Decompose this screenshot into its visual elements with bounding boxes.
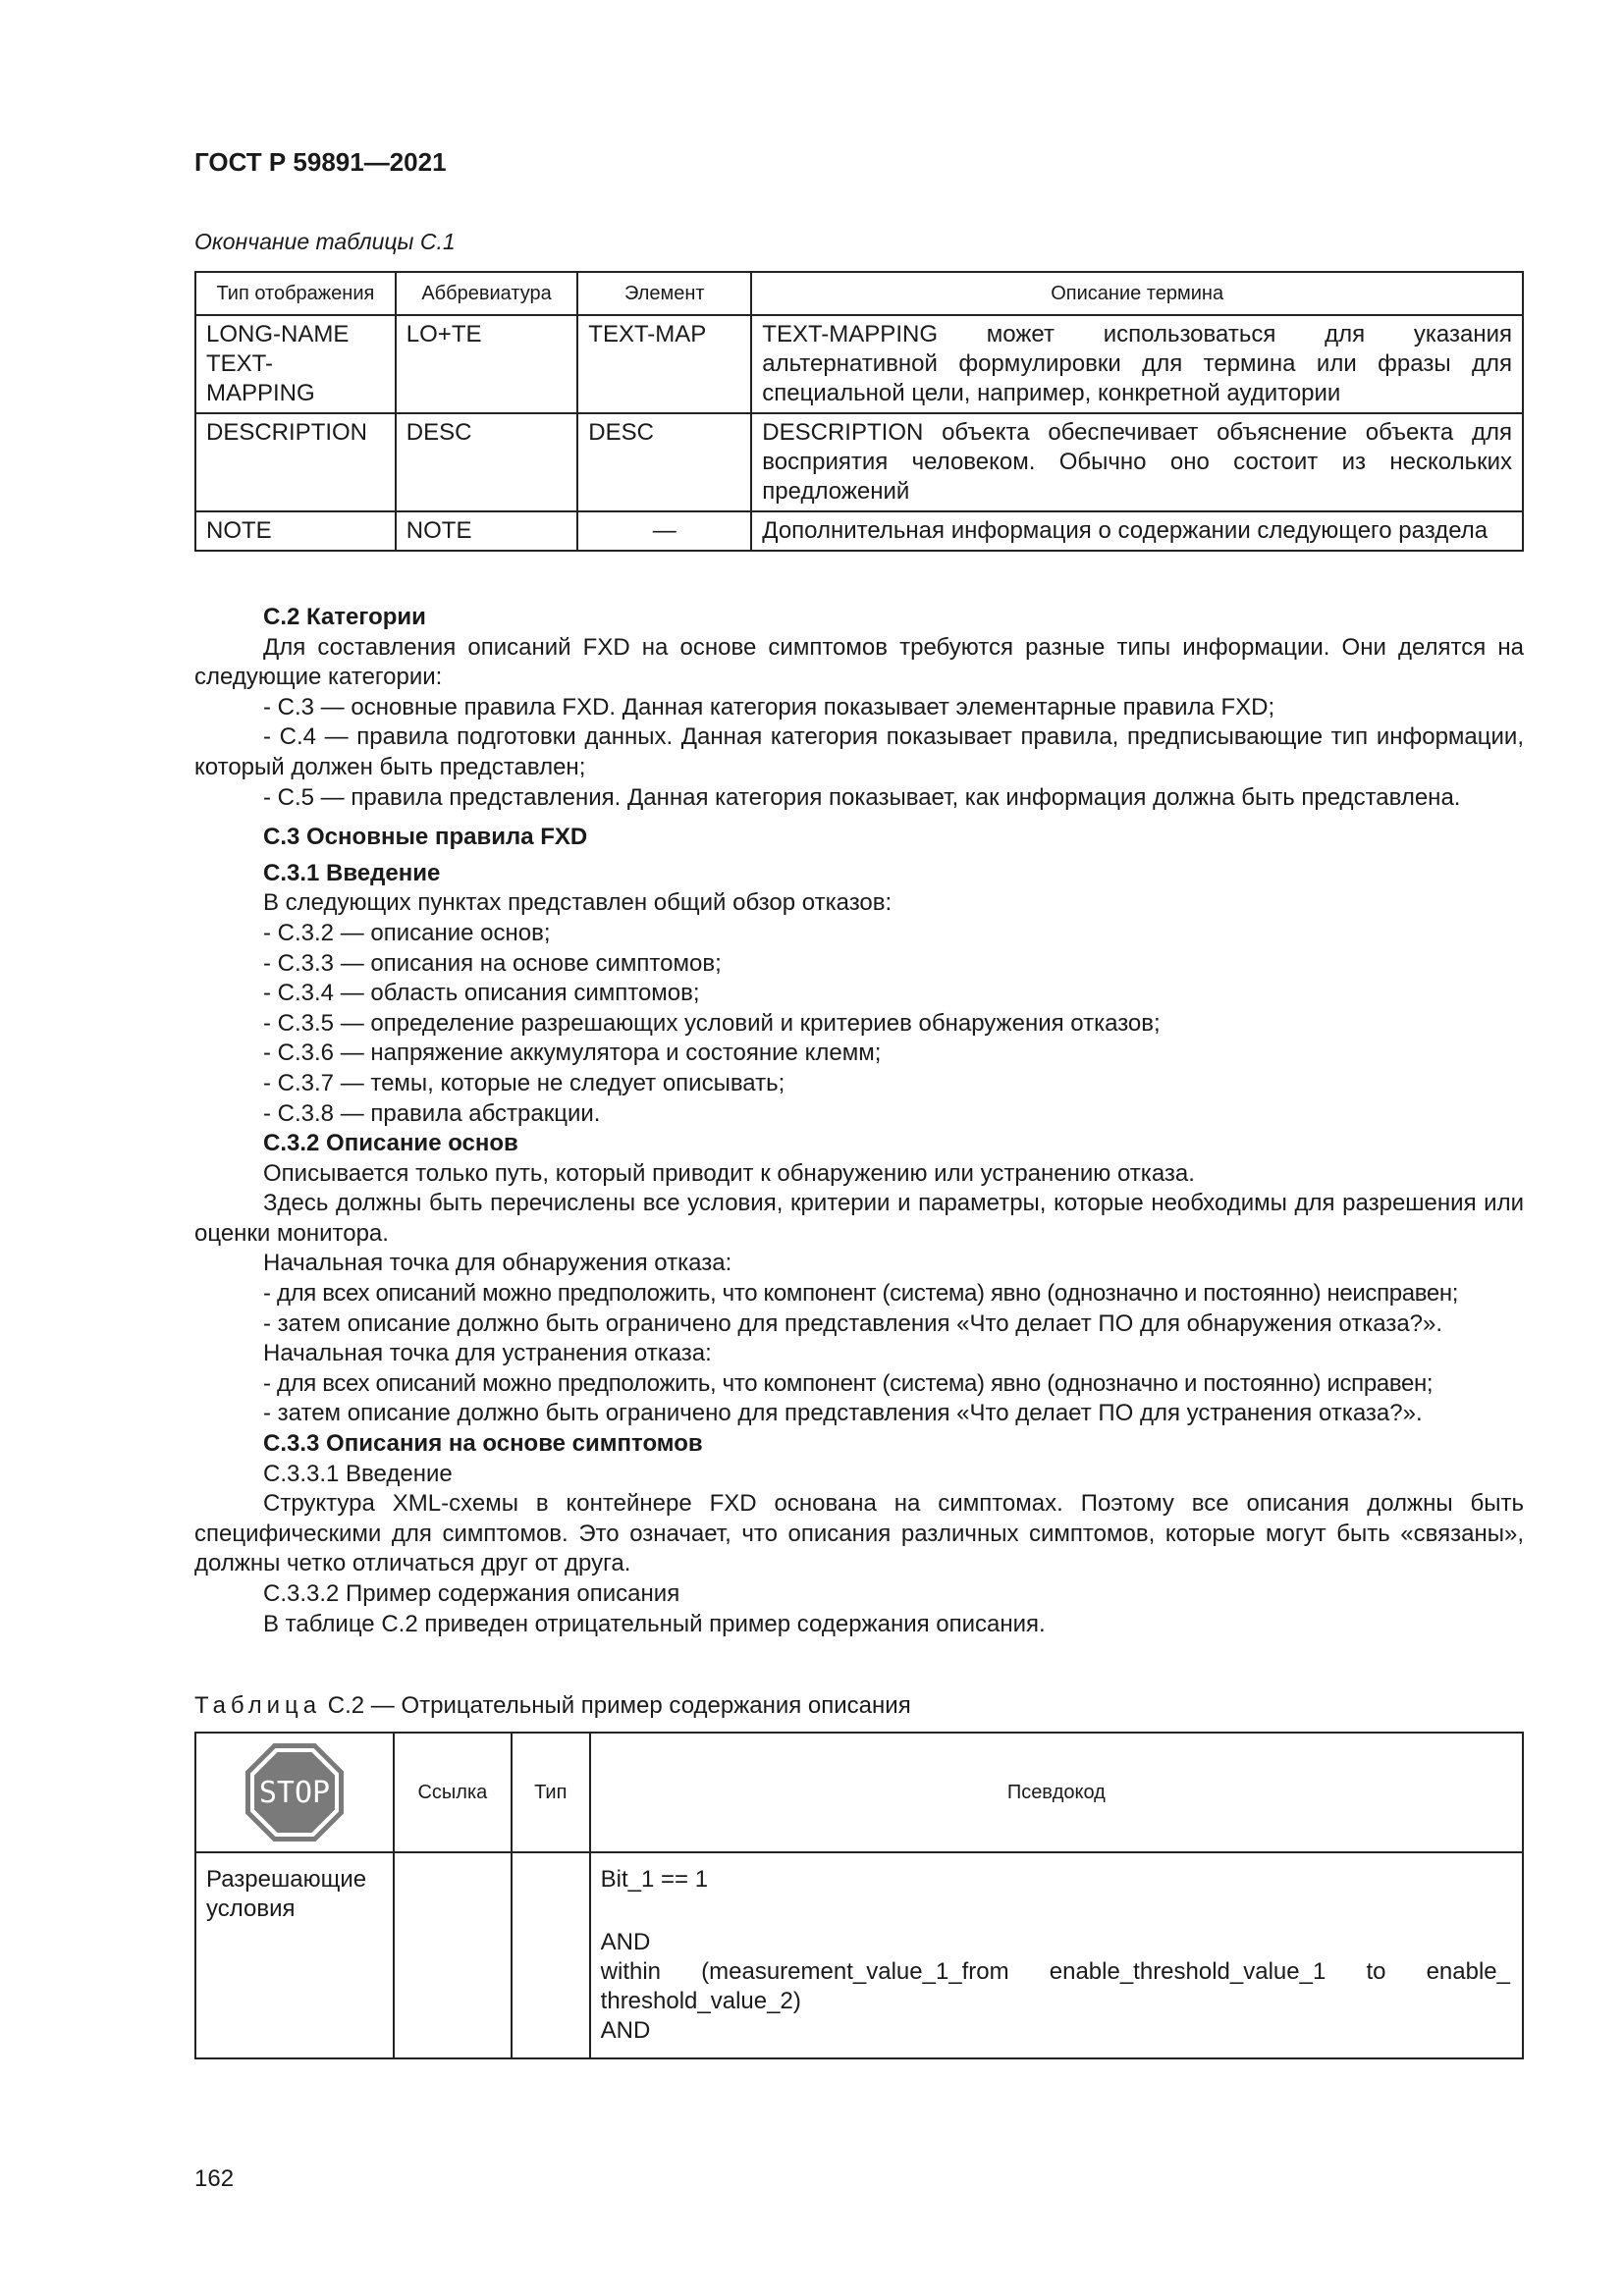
paragraph: В следующих пунктах представлен общий обзор отказов: xyxy=(263,889,893,917)
cell-label: Разрешающие условия xyxy=(195,1852,394,2058)
paragraph: Для составления описаний FXD на основе симптомов требуются разные типы информации. Они делятся на следующие категории: xyxy=(194,633,1524,691)
list-item: - С.3 — основные правила FXD. Данная категория показывает элементарные правила FXD; xyxy=(263,693,1275,721)
paragraph: В таблице С.2 приведен отрицательный пример содержания описания. xyxy=(263,1610,1046,1637)
section-c2-title: С.2 Категории xyxy=(263,604,426,630)
section-c31-title: С.3.1 Введение xyxy=(263,859,441,886)
section-c3-title: С.3 Основные правила FXD xyxy=(263,824,588,851)
list-item: - С.3.6 — напряжение аккумулятора и состояние клемм; xyxy=(263,1040,882,1067)
col-header-type: Тип отображения xyxy=(195,272,396,315)
list-item: - С.3.2 — описание основ; xyxy=(263,919,551,946)
code-line: Bit_1 == 1 xyxy=(600,1866,709,1893)
cell-element: — xyxy=(577,511,751,551)
cell-abbr: LO+TE xyxy=(396,315,578,413)
list-item: - С.4 — правила подготовки данных. Данная категория показывает правила, предписывающие тип информации, который должен быть представлен; xyxy=(194,723,1524,780)
paragraph: Описывается только путь, который приводит к обнаружению или устранению отказа. xyxy=(263,1159,1195,1187)
cell-type: LONG-NAME TEXT- MAPPING xyxy=(195,315,396,413)
paragraph: - затем описание должно быть ограничено для представления «Что делает ПО для устранения отказа?». xyxy=(263,1400,1423,1427)
cell-type: DESCRIPTION xyxy=(195,413,396,511)
list-item: - С.3.4 — область описания симптомов; xyxy=(263,980,700,1007)
section-c32-title: С.3.2 Описание основ xyxy=(263,1130,518,1157)
stop-sign-icon xyxy=(244,1741,346,1843)
paragraph: - затем описание должно быть ограничено для представления «Что делает ПО для обнаружения отказа?». xyxy=(263,1309,1443,1337)
cell-element: DESC xyxy=(577,413,751,511)
table2-caption-prefix: Таблица xyxy=(194,1692,322,1719)
table-header-row xyxy=(195,1733,1523,1852)
list-item: - С.3.5 — определение разрешающих условий и критериев обнаружения отказов; xyxy=(263,1009,1161,1037)
section-c331-title: С.3.3.1 Введение xyxy=(263,1460,453,1487)
list-item: - С.3.7 — темы, которые не следует описывать; xyxy=(263,1069,785,1096)
section-c33-title: С.3.3 Описания на основе симптомов xyxy=(263,1430,703,1458)
paragraph: Начальная точка для устранения отказа: xyxy=(263,1340,712,1367)
table-row xyxy=(195,413,1523,511)
page-number: 162 xyxy=(194,2165,235,2192)
page-header-standard: ГОСТ Р 59891—2021 xyxy=(194,147,447,177)
paragraph: Начальная точка для обнаружения отказа: xyxy=(263,1250,732,1277)
list-item: - С.3.3 — описания на основе симптомов; xyxy=(263,949,722,977)
table-row xyxy=(195,511,1523,551)
list-item: - С.3.8 — правила абстракции. xyxy=(263,1099,601,1127)
cell-abbr: NOTE xyxy=(396,511,578,551)
table-row xyxy=(195,315,1523,413)
paragraph: - для всех описаний можно предположить, что компонент (система) явно (однозначно и постоянно) неисправен; xyxy=(263,1280,1459,1308)
cell-desc: TEXT-MAPPING может использоваться для указания альтернативной формулировки для термина или фразы для специальной цели, например, конкретной аудитории xyxy=(751,315,1523,413)
list-item: - С.5 — правила представления. Данная категория показывает, как информация должна быть представлена. xyxy=(263,783,1461,811)
code-line: AND xyxy=(600,1929,651,1955)
code-line: within (measurement_value_1_from enable_threshold_value_1 to enable_ threshold_value_2) xyxy=(600,1958,1510,2014)
table2-caption-title: С.2 — Отрицательный пример содержания описания xyxy=(327,1692,911,1719)
stop-sign-cell xyxy=(195,1733,394,1852)
cell-reference xyxy=(394,1852,512,2058)
cell-type: NOTE xyxy=(195,511,396,551)
table-c1 xyxy=(194,271,1524,552)
table-row xyxy=(195,1852,1523,2058)
cell-type xyxy=(512,1852,590,2058)
code-line: AND xyxy=(600,2017,651,2044)
col-header-pseudocode: Псевдокод xyxy=(590,1733,1523,1852)
col-header-abbr: Аббревиатура xyxy=(396,272,578,315)
table-header-row xyxy=(195,272,1523,315)
table2-caption xyxy=(194,1692,911,1720)
table-c2 xyxy=(194,1732,1524,2059)
col-header-description: Описание термина xyxy=(751,272,1523,315)
cell-abbr: DESC xyxy=(396,413,578,511)
cell-desc: Дополнительная информация о содержании следующего раздела xyxy=(751,511,1523,551)
cell-pseudocode xyxy=(590,1852,1523,2058)
col-header-type: Тип xyxy=(512,1733,590,1852)
table1-caption: Окончание таблицы С.1 xyxy=(194,229,456,254)
cell-element: TEXT-MAP xyxy=(577,315,751,413)
section-c332-title: С.3.3.2 Пример содержания описания xyxy=(263,1580,680,1607)
body-text xyxy=(194,603,1524,1639)
paragraph: - для всех описаний можно предположить, что компонент (система) явно (однозначно и постоянно) исправен; xyxy=(263,1369,1434,1397)
cell-desc: DESCRIPTION объекта обеспечивает объяснение объекта для восприятия человеком. Обычно оно состоит из нескольких предложений xyxy=(751,413,1523,511)
paragraph: Структура XML-схемы в контейнере FXD основана на симптомах. Поэтому все описания должны быть специфическими для симптомов. Это означает, что описания различных симптомов, которые могут быть «связаны», должны четко отличаться друг от друга. xyxy=(194,1490,1524,1577)
col-header-element: Элемент xyxy=(577,272,751,315)
col-header-reference: Ссылка xyxy=(394,1733,512,1852)
stop-sign-label: STOP xyxy=(258,1776,331,1810)
paragraph: Здесь должны быть перечислены все условия, критерии и параметры, которые необходимы для разрешения или оценки монитора. xyxy=(194,1190,1524,1247)
